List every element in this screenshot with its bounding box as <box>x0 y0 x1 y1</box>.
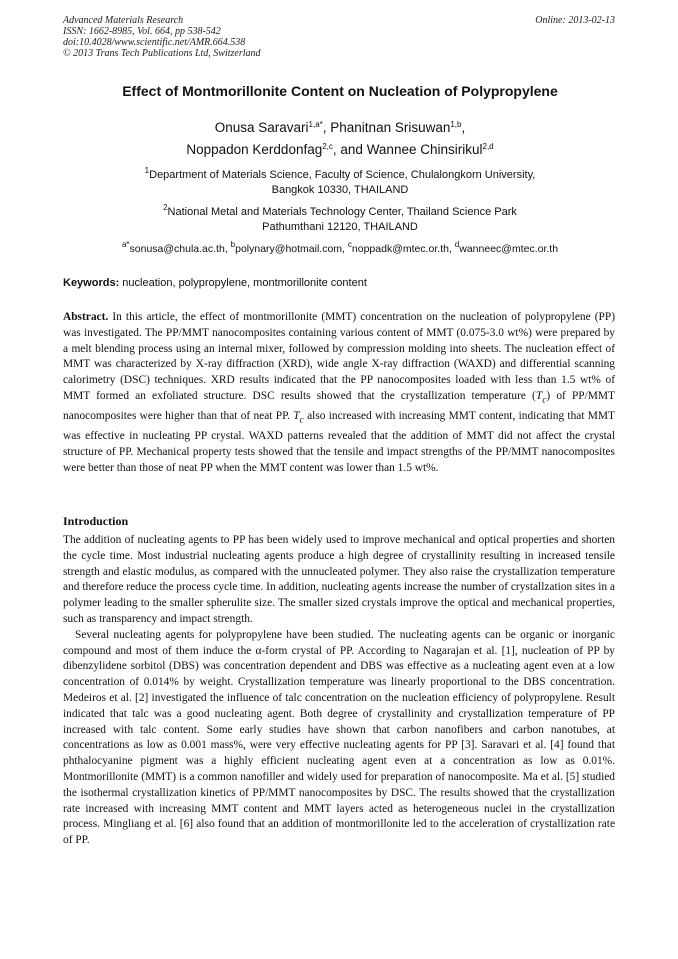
tc-symbol: T <box>535 389 543 402</box>
author-separator: , <box>461 120 466 135</box>
paper-title: Effect of Montmorillonite Content on Nucleation of Polypropylene <box>122 83 558 99</box>
email-list <box>40 242 640 256</box>
tc-subscript: c <box>299 415 304 426</box>
author-name: Noppadon Kerddonfag <box>186 142 323 157</box>
author-superscript: 1,a* <box>308 120 323 129</box>
doi-line: doi:10.4028/www.scientific.net/AMR.664.538 <box>63 37 246 48</box>
tc-subscript: c <box>542 395 547 406</box>
email-address: polynary@hotmail.com, <box>235 243 348 255</box>
email-marker: d <box>454 240 460 249</box>
journal-name: Advanced Materials Research <box>63 15 184 26</box>
affiliation-text: Department of Materials Science, Faculty of Science, Chulalongkorn University, <box>149 169 536 181</box>
affiliation-text: Pathumthani 12120, THAILAND <box>262 221 418 233</box>
journal-header <box>63 15 615 59</box>
affiliation-text: National Metal and Materials Technology Center, Thailand Science Park <box>167 206 517 218</box>
author-superscript: 2,d <box>482 142 494 151</box>
author-list <box>40 117 640 161</box>
affiliation-1 <box>40 168 640 198</box>
abstract-text: also increased with increasing MMT content, indicating that MMT was effective in nucleating PP crystal. WAXD patterns revealed that the addition of MMT did not affect the crystal structure of PP. Mechanical property tests showed that the tensile and impact strengths of the PP/MMT nanocomposites were better than those of neat PP when the MMT content was lower than 1.5 wt%. <box>63 410 616 474</box>
author-name: Wannee Chinsirikul <box>366 142 483 157</box>
abstract-label: Abstract. <box>63 311 109 323</box>
tc-symbol: T <box>293 410 300 423</box>
author-separator: , and <box>332 142 367 157</box>
issn-line: ISSN: 1662-8985, Vol. 664, pp 538-542 <box>63 26 221 37</box>
keywords-label: Keywords: <box>63 277 120 289</box>
affiliation-marker: 2 <box>163 203 168 212</box>
online-date: Online: 2013-02-13 <box>535 15 615 26</box>
email-address: wanneec@mtec.or.th <box>459 243 559 255</box>
email-marker: a* <box>121 240 130 249</box>
author-name: Phanitnan Srisuwan <box>330 120 451 135</box>
keywords-text: nucleation, polypropylene, montmorillonite content <box>119 277 367 289</box>
affiliation-2 <box>40 205 640 235</box>
keywords-line <box>63 276 615 290</box>
paragraph: Several nucleating agents for polypropylene have been studied. The nucleating agents can be organic or inorganic compound and most of them induce the α-form crystal of PP. According to Nagarajan et al. [1], nucleation of PP by dibenzylidene sorbitol (DBS) was concentration dependent and DBS was effective as a nucleating agent even at a low concentration of 0.014% by weight. Crystallization temperature was linearly proportional to the DBS concentration. Medeiros et al. [2] investigated the influence of talc concentration on the nucleation efficiency of polypropylene. Result indicated that talc was a good nucleating agent. Both degree of crystallinity and crystallization temperature of PP increased with talc content. Some early studies have shown that carbon nanofibers and carbon nanotubes, at concentrations as low as 0.001 mass%, were very effective nucleating agents for PP [3]. Saravari et al. [4] found that phthalocyanine pigment was a highly efficient nucleating agent even at a concentration as low as 0.01%. Montmorillonite (MMT) is a common nanofiller and widely used for preparation of nanocomposite. Ma et al. [5] studied the isothermal crystallization kinetics of PP/MMT nanocomposites by DSC. The results showed that the crystallization rate increased with increasing MMT content and MMT layers acted as heterogeneous nuclei in the crystallization process. Mingliang et al. [6] also found that an addition of montmorillonite led to the acceleration of crystallization rate of PP. <box>63 628 615 847</box>
email-address: sonusa@chula.ac.th, <box>129 243 231 255</box>
abstract-text: ) of PP/MMT nanocomposites were higher than that of neat PP. <box>63 389 615 423</box>
email-marker: b <box>230 240 236 249</box>
section-heading-introduction: Introduction <box>63 514 129 528</box>
author-name: Onusa Saravari <box>214 120 309 135</box>
abstract-paragraph <box>63 310 615 477</box>
email-address: noppadk@mtec.or.th, <box>351 243 455 255</box>
copyright-line: © 2013 Trans Tech Publications Ltd, Switzerland <box>63 48 261 59</box>
email-marker: c <box>347 240 352 249</box>
author-separator: , <box>322 120 331 135</box>
affiliation-marker: 1 <box>144 166 150 175</box>
affiliation-text: Bangkok 10330, THAILAND <box>271 184 409 196</box>
abstract-text: In this article, the effect of montmorillonite (MMT) concentration on the nucleation of polypropylene (PP) was investigated. The PP/MMT nanocomposites containing various content of MMT (0.075-3.0 wt%) were prepared by a melt blending process using an internal mixer, followed by compression molding into sheets. The nucleation effect of MMT was characterized by X-ray diffraction (XRD), wide angle X-ray diffraction (WAXD) and differential scanning calorimetry (DSC) techniques. XRD results indicated that the PP nanocomposites loaded with less than 1.5 wt% of MMT formed an exfoliated structure. DSC results showed that the crystallization temperature ( <box>63 311 615 402</box>
author-superscript: 1,b <box>450 120 462 129</box>
paragraph: The addition of nucleating agents to PP has been widely used to improve mechanical and optical properties and shorten the cycle time. Most industrial nucleating agents produce a high degree of crystallinity resulting in increased tensile strength and elastic modulus, as compared with the unnucleated polymer. They also raise the crystallization temperature and therefore reduce the process cycle time. In addition, nucleating agents increase the number of crystallzation sites in a polymer leading to the smaller spherulite size. The smaller sized crystals improve the optical and mechanical properties, such as transparency and impact strength. <box>63 534 615 625</box>
author-superscript: 2,c <box>322 142 333 151</box>
introduction-body <box>63 533 615 849</box>
